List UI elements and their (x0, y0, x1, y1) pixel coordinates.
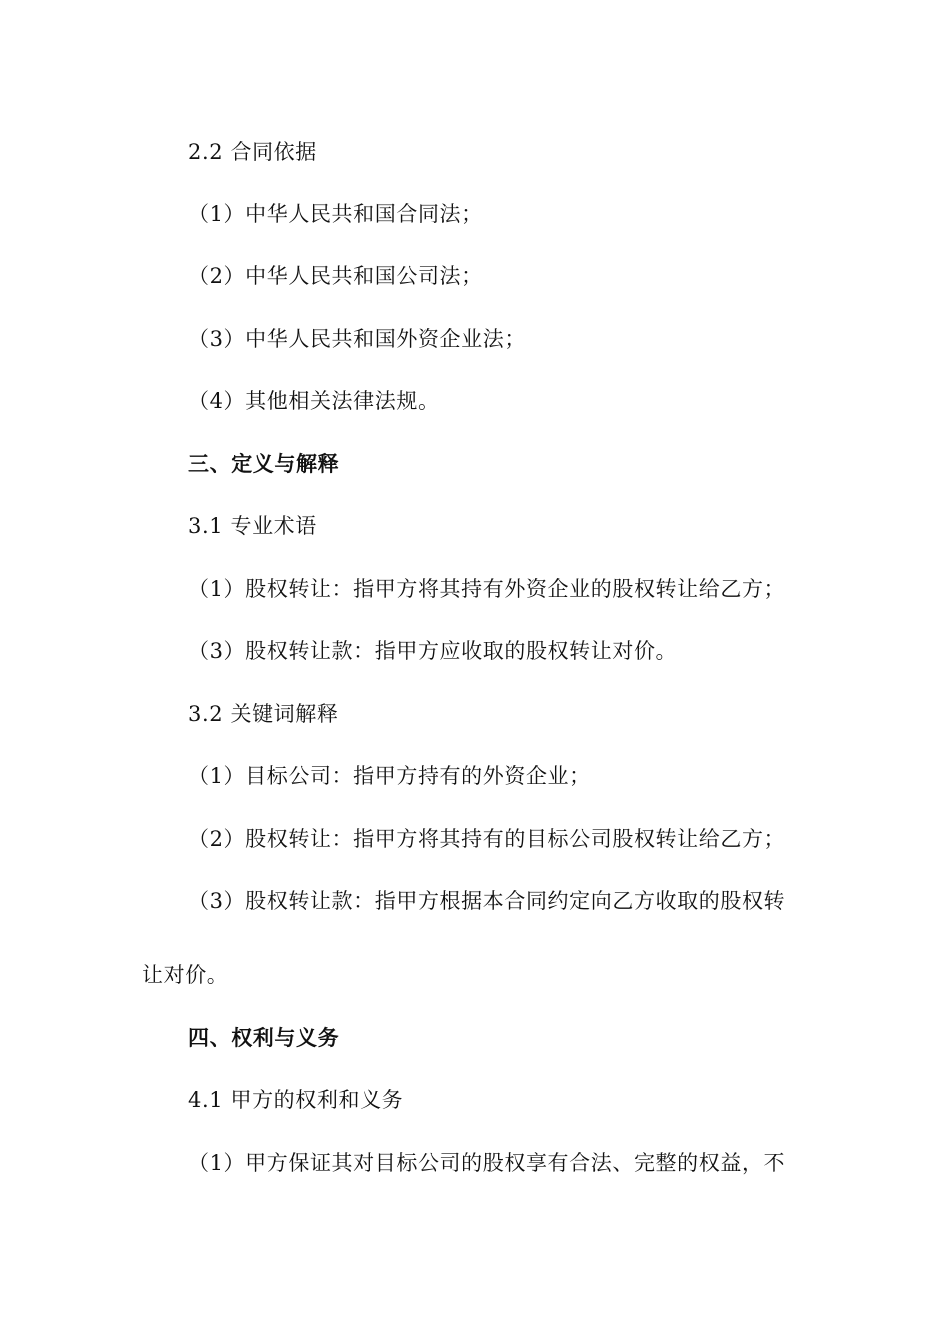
list-item: （3）股权转让款：指甲方应收取的股权转让对价。 (188, 639, 678, 663)
list-item: （3）股权转让款：指甲方根据本合同约定向乙方收取的股权转 (188, 889, 786, 913)
subsection-heading: 3.2 关键词解释 (188, 702, 339, 726)
list-item: （2）股权转让：指甲方将其持有的目标公司股权转让给乙方； (188, 827, 786, 851)
list-item-continuation: 让对价。 (142, 963, 229, 987)
list-item: （1）目标公司：指甲方持有的外资企业； (188, 764, 591, 788)
list-item: （1）股权转让：指甲方将其持有外资企业的股权转让给乙方； (188, 577, 786, 601)
list-item: （3）中华人民共和国外资企业法； (188, 327, 526, 351)
list-item: （1）中华人民共和国合同法； (188, 202, 483, 226)
list-item: （1）甲方保证其对目标公司的股权享有合法、完整的权益，不 (188, 1151, 786, 1175)
subsection-heading: 4.1 甲方的权利和义务 (188, 1088, 404, 1112)
list-item: （2）中华人民共和国公司法； (188, 264, 483, 288)
list-item: （4）其他相关法律法规。 (188, 389, 440, 413)
section-heading: 三、定义与解释 (188, 451, 340, 476)
section-heading: 四、权利与义务 (188, 1025, 340, 1050)
subsection-heading: 2.2 合同依据 (188, 140, 317, 164)
subsection-heading: 3.1 专业术语 (188, 514, 317, 538)
